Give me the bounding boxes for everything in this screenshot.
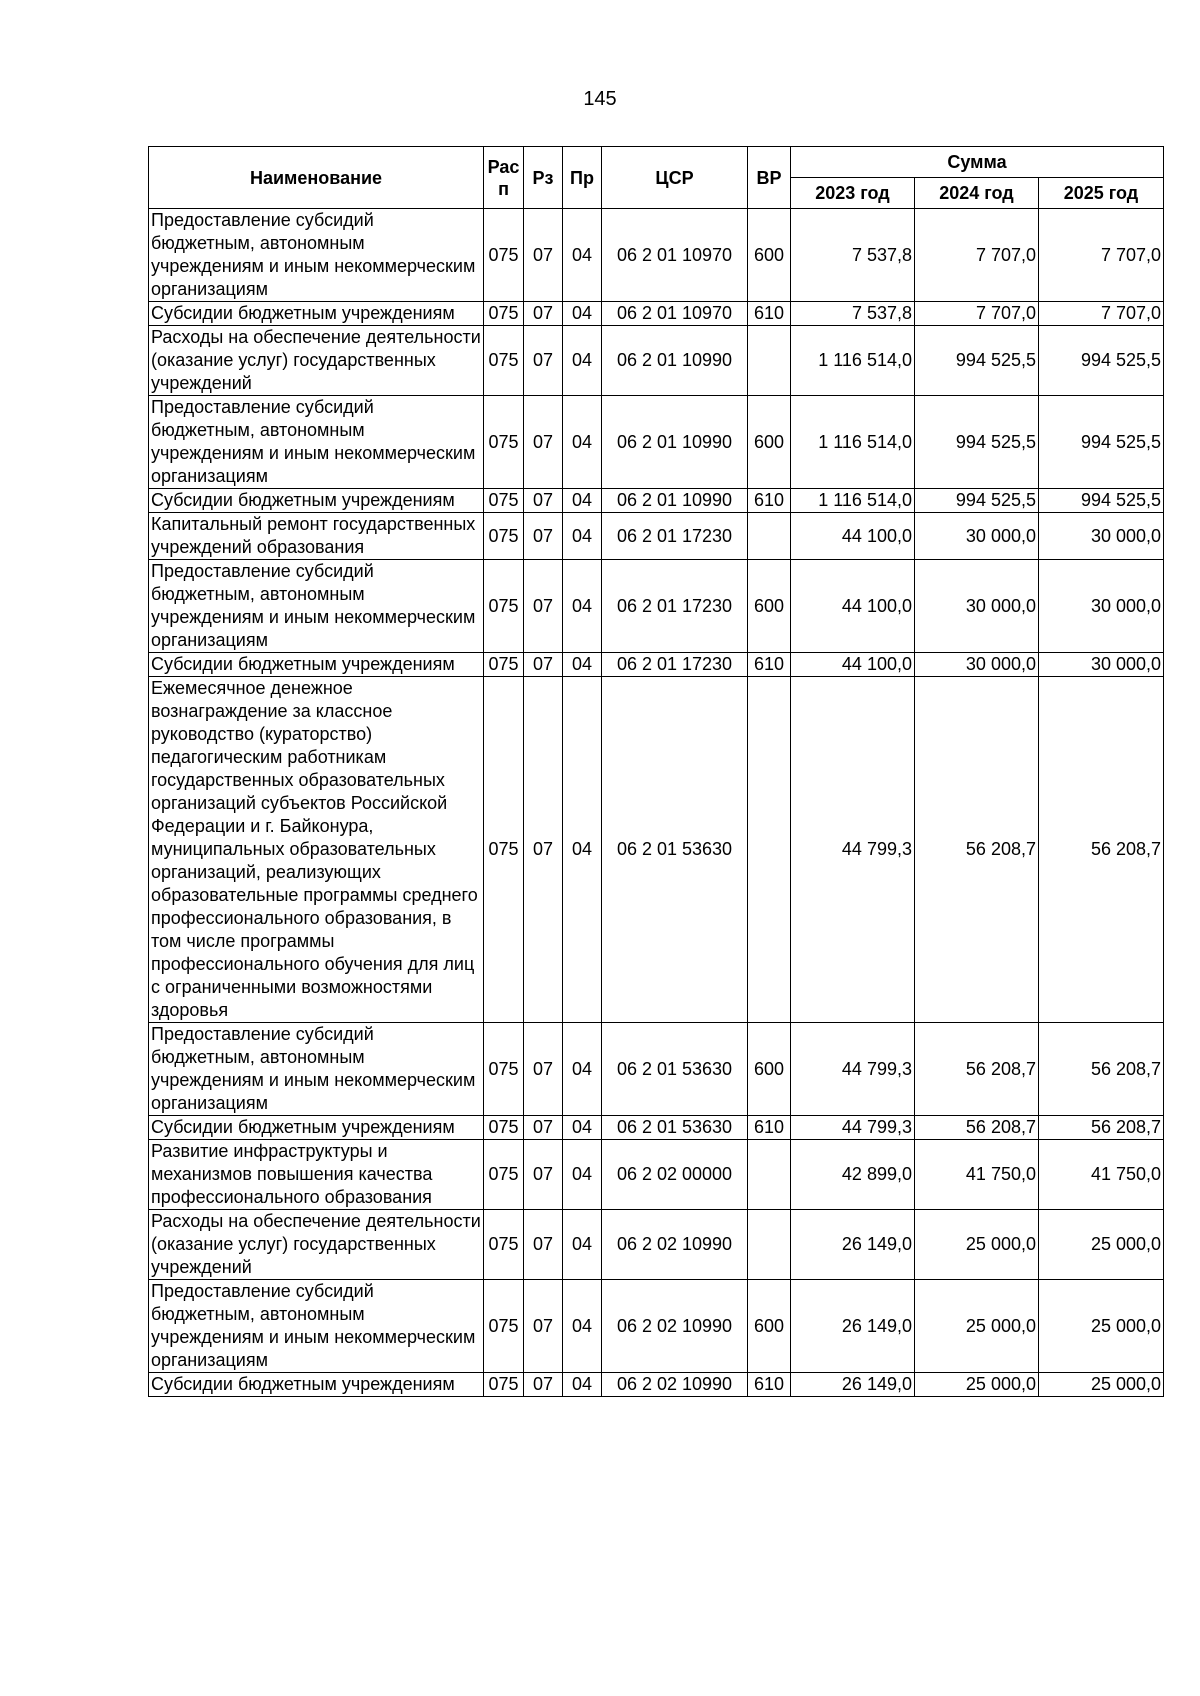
cell-pr: 04 — [563, 1140, 602, 1210]
cell-sum-2025: 25 000,0 — [1039, 1280, 1164, 1373]
cell-sum-2024: 994 525,5 — [915, 489, 1039, 513]
cell-name: Субсидии бюджетным учреждениям — [149, 489, 484, 513]
cell-vr — [748, 513, 791, 560]
cell-pr: 04 — [563, 653, 602, 677]
cell-pr: 04 — [563, 302, 602, 326]
cell-csr: 06 2 01 10970 — [602, 302, 748, 326]
cell-pr: 04 — [563, 489, 602, 513]
cell-vr: 600 — [748, 209, 791, 302]
cell-sum-2024: 56 208,7 — [915, 677, 1039, 1023]
cell-pr: 04 — [563, 560, 602, 653]
cell-rasp: 075 — [484, 326, 524, 396]
cell-rz: 07 — [524, 1373, 563, 1397]
cell-name: Предоставление субсидий бюджетным, автономным учреждениям и иным некоммерческим организациям — [149, 396, 484, 489]
cell-pr: 04 — [563, 513, 602, 560]
cell-csr: 06 2 01 53630 — [602, 1023, 748, 1116]
cell-rz: 07 — [524, 560, 563, 653]
table-row — [149, 1280, 1164, 1373]
cell-csr: 06 2 01 17230 — [602, 653, 748, 677]
cell-csr: 06 2 01 17230 — [602, 513, 748, 560]
cell-sum-2024: 41 750,0 — [915, 1140, 1039, 1210]
table-row — [149, 489, 1164, 513]
cell-sum-2024: 56 208,7 — [915, 1023, 1039, 1116]
cell-rz: 07 — [524, 209, 563, 302]
cell-csr: 06 2 01 17230 — [602, 560, 748, 653]
cell-pr: 04 — [563, 1373, 602, 1397]
cell-sum-2023: 1 116 514,0 — [791, 326, 915, 396]
cell-sum-2025: 30 000,0 — [1039, 560, 1164, 653]
cell-name: Расходы на обеспечение деятельности (оказание услуг) государственных учреждений — [149, 326, 484, 396]
cell-sum-2025: 994 525,5 — [1039, 326, 1164, 396]
cell-rz: 07 — [524, 396, 563, 489]
cell-sum-2023: 44 100,0 — [791, 560, 915, 653]
cell-rz: 07 — [524, 1210, 563, 1280]
cell-pr: 04 — [563, 1023, 602, 1116]
cell-sum-2023: 7 537,8 — [791, 209, 915, 302]
cell-name: Предоставление субсидий бюджетным, автономным учреждениям и иным некоммерческим организациям — [149, 560, 484, 653]
header-rasp: Рас п — [484, 147, 524, 209]
cell-rasp: 075 — [484, 513, 524, 560]
cell-name: Субсидии бюджетным учреждениям — [149, 302, 484, 326]
table-row — [149, 326, 1164, 396]
cell-rz: 07 — [524, 653, 563, 677]
cell-sum-2025: 56 208,7 — [1039, 1116, 1164, 1140]
cell-csr: 06 2 01 53630 — [602, 1116, 748, 1140]
table-row — [149, 560, 1164, 653]
cell-sum-2025: 994 525,5 — [1039, 489, 1164, 513]
cell-vr — [748, 326, 791, 396]
cell-sum-2024: 7 707,0 — [915, 209, 1039, 302]
cell-sum-2023: 44 799,3 — [791, 1116, 915, 1140]
cell-pr: 04 — [563, 326, 602, 396]
table-row — [149, 677, 1164, 1023]
cell-vr: 610 — [748, 653, 791, 677]
cell-rz: 07 — [524, 1116, 563, 1140]
cell-vr: 600 — [748, 560, 791, 653]
table-row — [149, 513, 1164, 560]
cell-pr: 04 — [563, 1116, 602, 1140]
cell-name: Субсидии бюджетным учреждениям — [149, 1116, 484, 1140]
cell-name: Предоставление субсидий бюджетным, автономным учреждениям и иным некоммерческим организациям — [149, 1280, 484, 1373]
cell-vr: 600 — [748, 396, 791, 489]
cell-sum-2023: 26 149,0 — [791, 1210, 915, 1280]
cell-sum-2024: 7 707,0 — [915, 302, 1039, 326]
cell-rz: 07 — [524, 302, 563, 326]
header-pr: Пр — [563, 147, 602, 209]
cell-sum-2023: 1 116 514,0 — [791, 396, 915, 489]
header-sum: Сумма — [791, 147, 1164, 178]
header-year-2025: 2025 год — [1039, 178, 1164, 209]
cell-sum-2024: 994 525,5 — [915, 326, 1039, 396]
cell-rz: 07 — [524, 1140, 563, 1210]
table-row — [149, 1023, 1164, 1116]
cell-csr: 06 2 02 10990 — [602, 1373, 748, 1397]
page-number: 145 — [583, 88, 617, 110]
cell-sum-2023: 44 100,0 — [791, 513, 915, 560]
cell-rasp: 075 — [484, 677, 524, 1023]
cell-sum-2025: 41 750,0 — [1039, 1140, 1164, 1210]
cell-vr — [748, 1210, 791, 1280]
table-row — [149, 1140, 1164, 1210]
cell-sum-2023: 42 899,0 — [791, 1140, 915, 1210]
cell-rasp: 075 — [484, 396, 524, 489]
cell-sum-2025: 994 525,5 — [1039, 396, 1164, 489]
cell-sum-2023: 26 149,0 — [791, 1280, 915, 1373]
table-row — [149, 653, 1164, 677]
cell-sum-2023: 1 116 514,0 — [791, 489, 915, 513]
cell-sum-2024: 25 000,0 — [915, 1210, 1039, 1280]
cell-name: Предоставление субсидий бюджетным, автономным учреждениям и иным некоммерческим организациям — [149, 209, 484, 302]
table-row — [149, 1116, 1164, 1140]
cell-rasp: 075 — [484, 489, 524, 513]
cell-csr: 06 2 01 10990 — [602, 489, 748, 513]
cell-csr: 06 2 02 10990 — [602, 1210, 748, 1280]
table-row — [149, 1373, 1164, 1397]
cell-pr: 04 — [563, 396, 602, 489]
cell-csr: 06 2 01 53630 — [602, 677, 748, 1023]
cell-pr: 04 — [563, 1210, 602, 1280]
cell-pr: 04 — [563, 677, 602, 1023]
table-row — [149, 396, 1164, 489]
cell-sum-2024: 56 208,7 — [915, 1116, 1039, 1140]
cell-sum-2024: 25 000,0 — [915, 1280, 1039, 1373]
cell-rz: 07 — [524, 513, 563, 560]
cell-vr: 610 — [748, 1373, 791, 1397]
cell-sum-2024: 30 000,0 — [915, 560, 1039, 653]
cell-sum-2024: 994 525,5 — [915, 396, 1039, 489]
cell-pr: 04 — [563, 209, 602, 302]
cell-vr: 610 — [748, 302, 791, 326]
cell-sum-2025: 7 707,0 — [1039, 302, 1164, 326]
cell-rasp: 075 — [484, 1373, 524, 1397]
table-row — [149, 1210, 1164, 1280]
header-vr: ВР — [748, 147, 791, 209]
cell-sum-2024: 30 000,0 — [915, 513, 1039, 560]
header-rz: Рз — [524, 147, 563, 209]
table-header-row — [149, 147, 1164, 178]
cell-vr: 610 — [748, 1116, 791, 1140]
cell-csr: 06 2 02 00000 — [602, 1140, 748, 1210]
cell-csr: 06 2 01 10990 — [602, 396, 748, 489]
cell-sum-2025: 25 000,0 — [1039, 1210, 1164, 1280]
cell-name: Расходы на обеспечение деятельности (оказание услуг) государственных учреждений — [149, 1210, 484, 1280]
table-body — [149, 209, 1164, 1397]
cell-sum-2025: 30 000,0 — [1039, 513, 1164, 560]
cell-sum-2023: 44 799,3 — [791, 1023, 915, 1116]
cell-sum-2025: 25 000,0 — [1039, 1373, 1164, 1397]
header-year-2023: 2023 год — [791, 178, 915, 209]
cell-rasp: 075 — [484, 560, 524, 653]
cell-rasp: 075 — [484, 209, 524, 302]
cell-vr — [748, 677, 791, 1023]
cell-name: Субсидии бюджетным учреждениям — [149, 1373, 484, 1397]
cell-sum-2023: 26 149,0 — [791, 1373, 915, 1397]
cell-rz: 07 — [524, 1023, 563, 1116]
cell-vr: 600 — [748, 1023, 791, 1116]
cell-sum-2023: 44 799,3 — [791, 677, 915, 1023]
cell-rasp: 075 — [484, 1116, 524, 1140]
cell-rasp: 075 — [484, 653, 524, 677]
cell-sum-2025: 30 000,0 — [1039, 653, 1164, 677]
table-row — [149, 209, 1164, 302]
cell-sum-2025: 56 208,7 — [1039, 677, 1164, 1023]
cell-rz: 07 — [524, 1280, 563, 1373]
cell-name: Капитальный ремонт государственных учреждений образования — [149, 513, 484, 560]
cell-rasp: 075 — [484, 1023, 524, 1116]
cell-rasp: 075 — [484, 1280, 524, 1373]
cell-pr: 04 — [563, 1280, 602, 1373]
cell-rz: 07 — [524, 489, 563, 513]
cell-name: Предоставление субсидий бюджетным, автономным учреждениям и иным некоммерческим организациям — [149, 1023, 484, 1116]
cell-name: Развитие инфраструктуры и механизмов повышения качества профессионального образования — [149, 1140, 484, 1210]
cell-sum-2024: 25 000,0 — [915, 1373, 1039, 1397]
cell-csr: 06 2 01 10990 — [602, 326, 748, 396]
cell-sum-2023: 44 100,0 — [791, 653, 915, 677]
cell-rasp: 075 — [484, 1210, 524, 1280]
cell-name: Субсидии бюджетным учреждениям — [149, 653, 484, 677]
cell-sum-2023: 7 537,8 — [791, 302, 915, 326]
table-row — [149, 302, 1164, 326]
cell-rz: 07 — [524, 677, 563, 1023]
cell-vr — [748, 1140, 791, 1210]
cell-sum-2024: 30 000,0 — [915, 653, 1039, 677]
cell-csr: 06 2 01 10970 — [602, 209, 748, 302]
cell-csr: 06 2 02 10990 — [602, 1280, 748, 1373]
budget-table — [148, 146, 1164, 1397]
cell-vr: 600 — [748, 1280, 791, 1373]
cell-vr: 610 — [748, 489, 791, 513]
cell-rasp: 075 — [484, 302, 524, 326]
cell-rasp: 075 — [484, 1140, 524, 1210]
header-csr: ЦСР — [602, 147, 748, 209]
cell-sum-2025: 56 208,7 — [1039, 1023, 1164, 1116]
cell-sum-2025: 7 707,0 — [1039, 209, 1164, 302]
cell-name: Ежемесячное денежное вознаграждение за классное руководство (кураторство) педагогическим работникам государственных образовательных организаций субъектов Российской Федерации и г. Байконура, муниципальных образовательных организаций, реализующих образовательные программы среднего профессионального образования, в том числе программы профессионального обучения для лиц с ограниченными возможностями здоровья — [149, 677, 484, 1023]
header-name: Наименование — [149, 147, 484, 209]
header-year-2024: 2024 год — [915, 178, 1039, 209]
cell-rz: 07 — [524, 326, 563, 396]
